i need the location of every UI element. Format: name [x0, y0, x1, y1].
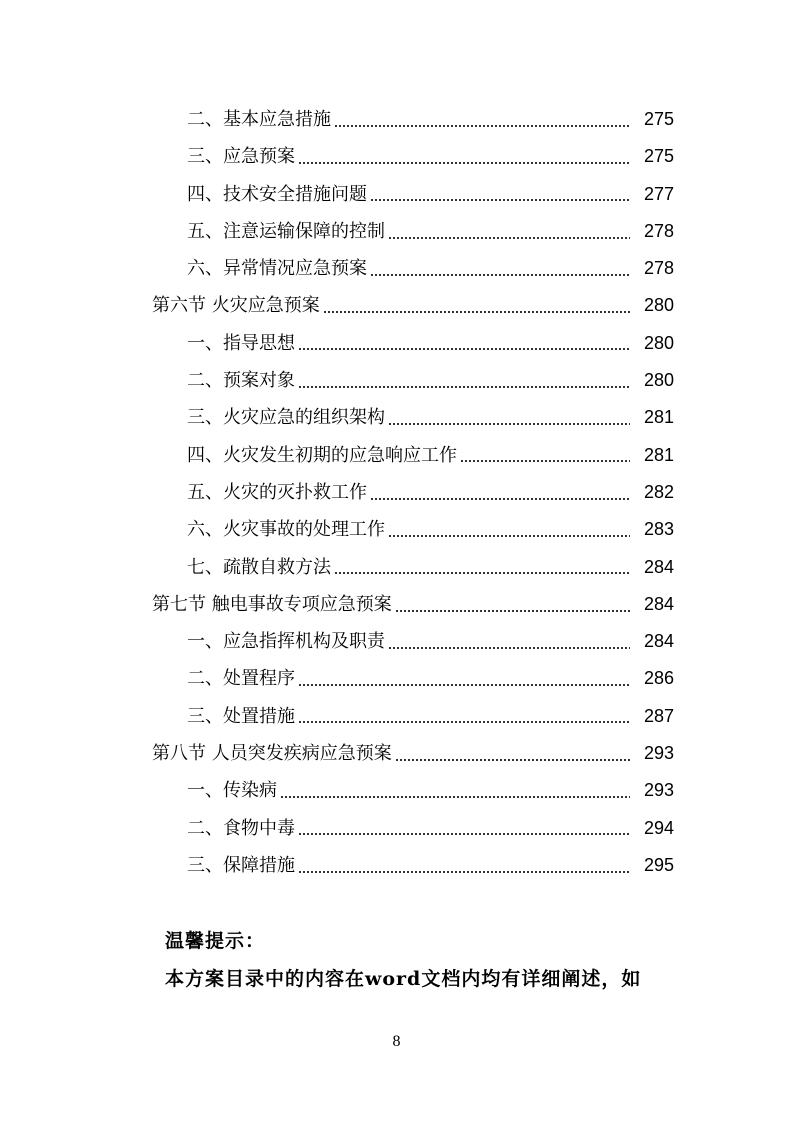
toc-entry-title: 一、传染病	[187, 780, 277, 802]
toc-entry-page-number: 293	[643, 780, 674, 801]
toc-dot-leader	[298, 833, 630, 835]
toc-entry-title: 七、疏散自救方法	[187, 556, 331, 578]
toc-entry-page-number: 275	[643, 109, 674, 129]
toc-entry-page-number: 281	[643, 407, 674, 428]
toc-item-entry[interactable]	[0, 660, 793, 697]
toc-entry-title: 二、食物中毒	[187, 817, 295, 839]
toc-entry-page-number: 295	[643, 854, 674, 875]
toc-item-entry[interactable]	[0, 101, 793, 138]
toc-section-entry[interactable]	[0, 735, 793, 772]
toc-entry-page-number: 277	[643, 183, 674, 204]
toc-dot-leader	[395, 610, 630, 612]
toc-dot-leader	[334, 572, 630, 574]
toc-dot-leader	[280, 796, 630, 798]
toc-item-entry[interactable]	[0, 847, 793, 884]
table-of-contents	[0, 101, 793, 884]
toc-entry-page-number: 280	[643, 332, 674, 353]
toc-entry-title: 五、注意运输保障的控制	[187, 220, 385, 242]
toc-dot-leader	[388, 535, 630, 537]
toc-entry-page-number: 278	[643, 220, 674, 241]
toc-dot-leader	[334, 125, 630, 127]
toc-dot-leader	[298, 348, 630, 350]
toc-entry-title: 四、技术安全措施问题	[187, 183, 367, 205]
tip-heading: 温馨提示：	[165, 930, 266, 952]
toc-entry-page-number: 284	[643, 631, 674, 652]
toc-entry-title: 六、异常情况应急预案	[187, 258, 367, 280]
toc-entry-title: 六、火灾事故的处理工作	[187, 519, 385, 541]
toc-dot-leader	[388, 423, 630, 425]
toc-dot-leader	[388, 237, 630, 239]
toc-dot-leader	[298, 721, 630, 723]
toc-entry-title: 四、火灾发生初期的应急响应工作	[187, 444, 457, 466]
toc-item-entry[interactable]	[0, 474, 793, 511]
toc-dot-leader	[298, 386, 630, 388]
toc-entry-page-number: 284	[643, 593, 674, 614]
toc-dot-leader	[298, 684, 630, 686]
toc-dot-leader	[370, 274, 630, 276]
toc-entry-title: 第八节 人员突发疾病应急预案	[152, 743, 392, 765]
toc-entry-title: 五、火灾的灭扑救工作	[187, 481, 367, 503]
toc-item-entry[interactable]	[0, 213, 793, 250]
toc-item-entry[interactable]	[0, 176, 793, 213]
toc-entry-page-number: 286	[643, 668, 674, 689]
toc-entry-title: 第七节 触电事故专项应急预案	[152, 593, 392, 615]
toc-dot-leader	[388, 647, 630, 649]
toc-section-entry[interactable]	[0, 287, 793, 324]
toc-entry-title: 三、应急预案	[187, 146, 295, 168]
toc-entry-title: 二、处置程序	[187, 668, 295, 690]
toc-entry-title: 一、应急指挥机构及职责	[187, 631, 385, 653]
toc-entry-page-number: 282	[643, 481, 674, 502]
page-number: 8	[392, 1033, 401, 1050]
toc-item-entry[interactable]	[0, 399, 793, 436]
toc-item-entry[interactable]	[0, 437, 793, 474]
toc-entry-title: 三、处置措施	[187, 705, 295, 727]
toc-entry-page-number: 287	[643, 705, 674, 726]
toc-item-entry[interactable]	[0, 549, 793, 586]
toc-entry-page-number: 293	[643, 743, 674, 764]
toc-item-entry[interactable]	[0, 698, 793, 735]
toc-item-entry[interactable]	[0, 362, 793, 399]
toc-entry-title: 第六节 火灾应急预案	[152, 295, 320, 317]
toc-item-entry[interactable]	[0, 511, 793, 548]
toc-dot-leader	[298, 871, 630, 873]
toc-entry-page-number: 278	[643, 258, 674, 279]
toc-item-entry[interactable]	[0, 250, 793, 287]
toc-entry-title: 三、保障措施	[187, 854, 295, 876]
toc-dot-leader	[460, 460, 630, 462]
toc-entry-title: 三、火灾应急的组织架构	[187, 407, 385, 429]
toc-entry-page-number: 280	[643, 295, 674, 316]
toc-dot-leader	[298, 162, 630, 164]
toc-entry-title: 二、基本应急措施	[187, 109, 331, 130]
toc-item-entry[interactable]	[0, 810, 793, 847]
toc-entry-page-number: 280	[643, 370, 674, 391]
toc-item-entry[interactable]	[0, 772, 793, 809]
toc-entry-page-number: 283	[643, 519, 674, 540]
toc-item-entry[interactable]	[0, 623, 793, 660]
tip-body: 本方案目录中的内容在word文档内均有详细阐述，如	[165, 968, 642, 990]
toc-dot-leader	[370, 498, 630, 500]
toc-entry-title: 二、预案对象	[187, 370, 295, 392]
toc-dot-leader	[370, 199, 630, 201]
toc-item-entry[interactable]	[0, 325, 793, 362]
toc-entry-page-number: 275	[643, 146, 674, 167]
toc-entry-page-number: 281	[643, 444, 674, 465]
toc-entry-page-number: 284	[643, 556, 674, 577]
toc-dot-leader	[323, 311, 630, 313]
toc-section-entry[interactable]	[0, 586, 793, 623]
toc-entry-page-number: 294	[643, 817, 674, 838]
toc-entry-title: 一、指导思想	[187, 332, 295, 354]
toc-item-entry[interactable]	[0, 138, 793, 175]
toc-dot-leader	[395, 759, 630, 761]
